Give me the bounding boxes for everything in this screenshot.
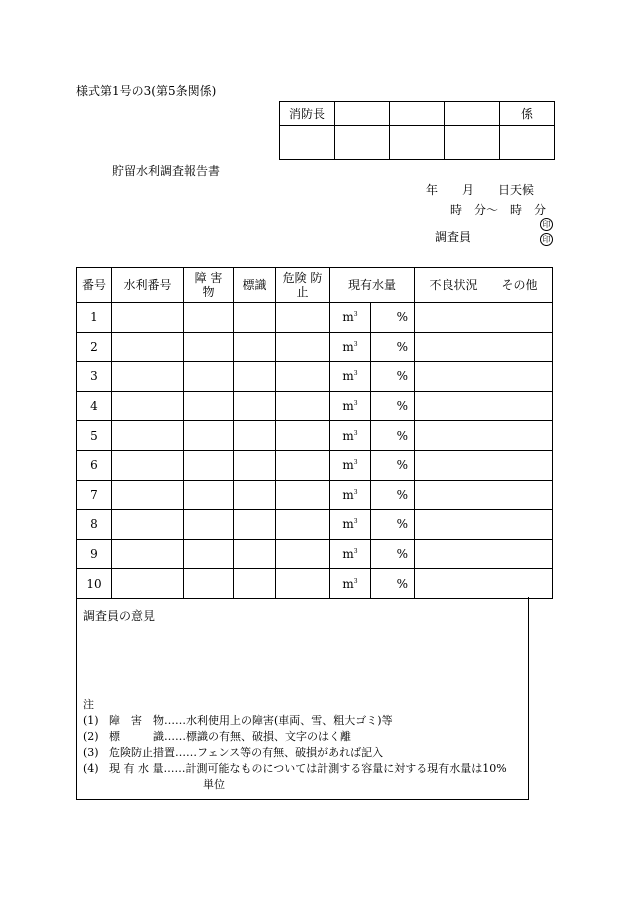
inspection-table — [76, 267, 553, 599]
table-row — [77, 539, 553, 569]
note-number: (2) — [83, 730, 99, 743]
hazard-prevention-cell[interactable] — [276, 391, 330, 421]
hazard-prevention-cell[interactable] — [276, 510, 330, 540]
obstacle-cell[interactable] — [184, 303, 234, 333]
obstacle-cell[interactable] — [184, 510, 234, 540]
defects-cell[interactable] — [415, 421, 553, 451]
volume-m3-cell[interactable] — [330, 539, 371, 569]
seal-icon: 印 — [540, 233, 553, 246]
unit-percent: % — [396, 458, 408, 473]
obstacle-cell[interactable] — [184, 539, 234, 569]
unit-percent: % — [396, 576, 408, 591]
table-row — [77, 362, 553, 392]
table-row — [77, 303, 553, 333]
hazard-prevention-cell[interactable] — [276, 539, 330, 569]
note-item — [83, 729, 507, 745]
unit-m3: m — [342, 428, 354, 443]
unit-m3: m — [342, 576, 354, 591]
obstacle-cell[interactable] — [184, 480, 234, 510]
hazard-prevention-cell[interactable] — [276, 421, 330, 451]
obstacle-cell[interactable] — [184, 332, 234, 362]
unit-m3: m — [342, 458, 354, 473]
table-row — [77, 421, 553, 451]
row-number: 5 — [77, 421, 112, 451]
unit-sup: 3 — [353, 518, 358, 526]
inspector-label: 調査員 — [435, 230, 472, 244]
defects-cell[interactable] — [415, 569, 553, 599]
obstacle-cell[interactable] — [184, 421, 234, 451]
obstacle-cell[interactable] — [184, 450, 234, 480]
unit-m3: m — [342, 310, 354, 325]
unit-percent: % — [396, 310, 408, 325]
note-text: 標 識……標識の有無、破損、文字のはく離 — [109, 730, 351, 743]
row-number: 10 — [77, 569, 112, 599]
seal-icon: 印 — [540, 218, 553, 231]
volume-percent-cell[interactable] — [371, 480, 415, 510]
stamp-cell[interactable] — [500, 126, 555, 160]
row-number: 6 — [77, 450, 112, 480]
volume-percent-cell[interactable] — [371, 303, 415, 333]
stamp-cell[interactable] — [445, 126, 500, 160]
defects-cell[interactable] — [415, 450, 553, 480]
sign-cell[interactable] — [234, 510, 276, 540]
notes-heading: 注 — [83, 698, 94, 711]
stamp-header-section: 係 — [500, 102, 555, 126]
table-row — [77, 510, 553, 540]
stamp-header-fire-chief: 消防長 — [280, 102, 335, 126]
defects-cell[interactable] — [415, 303, 553, 333]
unit-m3: m — [342, 369, 354, 384]
stamp-cell[interactable] — [280, 126, 335, 160]
water-source-number-cell[interactable] — [112, 450, 184, 480]
sign-cell[interactable] — [234, 569, 276, 599]
unit-percent: % — [396, 399, 408, 414]
volume-m3-cell[interactable] — [330, 421, 371, 451]
unit-sup: 3 — [353, 577, 358, 585]
time-range-line: 時 分〜 時 分 — [450, 203, 547, 217]
note-number: (1) — [83, 714, 99, 727]
stamp-header-blank-1 — [335, 102, 390, 126]
header-water-source-number: 水利番号 — [112, 268, 184, 303]
volume-percent-cell[interactable] — [371, 421, 415, 451]
water-source-number-cell[interactable] — [112, 421, 184, 451]
approval-stamp-table — [279, 101, 555, 160]
unit-sup: 3 — [353, 400, 358, 408]
defects-cell[interactable] — [415, 539, 553, 569]
unit-percent: % — [396, 369, 408, 384]
volume-percent-cell[interactable] — [371, 391, 415, 421]
defects-cell[interactable] — [415, 362, 553, 392]
note-item — [83, 713, 507, 729]
volume-m3-cell[interactable] — [330, 480, 371, 510]
stamp-header-blank-3 — [445, 102, 500, 126]
sign-cell[interactable] — [234, 332, 276, 362]
defects-cell[interactable] — [415, 480, 553, 510]
unit-percent: % — [396, 547, 408, 562]
volume-percent-cell[interactable] — [371, 450, 415, 480]
unit-percent: % — [396, 428, 408, 443]
unit-percent: % — [396, 487, 408, 502]
unit-sup: 3 — [353, 488, 358, 496]
sign-cell[interactable] — [234, 480, 276, 510]
header-hazard-prevention: 危険 防止 — [276, 268, 330, 303]
unit-sup: 3 — [353, 370, 358, 378]
table-row — [77, 569, 553, 599]
unit-sup: 3 — [353, 429, 358, 437]
unit-percent: % — [396, 517, 408, 532]
sign-cell[interactable] — [234, 539, 276, 569]
unit-m3: m — [342, 399, 354, 414]
obstacle-cell[interactable] — [184, 391, 234, 421]
hazard-prevention-cell[interactable] — [276, 480, 330, 510]
note-number: (4) — [83, 762, 99, 775]
sign-cell[interactable] — [234, 303, 276, 333]
volume-percent-cell[interactable] — [371, 362, 415, 392]
header-number: 番号 — [77, 268, 112, 303]
unit-percent: % — [396, 339, 408, 354]
hazard-prevention-cell[interactable] — [276, 450, 330, 480]
table-row — [77, 391, 553, 421]
sign-cell[interactable] — [234, 450, 276, 480]
water-source-number-cell[interactable] — [112, 539, 184, 569]
row-number: 2 — [77, 332, 112, 362]
sign-cell[interactable] — [234, 362, 276, 392]
water-source-number-cell[interactable] — [112, 303, 184, 333]
water-source-number-cell[interactable] — [112, 391, 184, 421]
defects-cell[interactable] — [415, 391, 553, 421]
table-row — [77, 332, 553, 362]
stamp-header-blank-2 — [390, 102, 445, 126]
row-number: 4 — [77, 391, 112, 421]
stamp-cell[interactable] — [390, 126, 445, 160]
water-source-number-cell[interactable] — [112, 332, 184, 362]
volume-m3-cell[interactable] — [330, 510, 371, 540]
comments-title: 調査員の意見 — [83, 609, 156, 623]
unit-m3: m — [342, 547, 354, 562]
water-source-number-cell[interactable] — [112, 510, 184, 540]
inspector-comments-box[interactable] — [76, 597, 529, 800]
header-current-volume: 現有水量 — [330, 268, 415, 303]
hazard-prevention-cell[interactable] — [276, 332, 330, 362]
water-source-number-cell[interactable] — [112, 362, 184, 392]
volume-percent-cell[interactable] — [371, 569, 415, 599]
unit-m3: m — [342, 487, 354, 502]
form-number: 様式第1号の3(第5条関係) — [76, 84, 217, 98]
unit-sup: 3 — [353, 311, 358, 319]
unit-m3: m — [342, 517, 354, 532]
date-weather-line: 年 月 日天候 — [426, 183, 535, 197]
row-number: 1 — [77, 303, 112, 333]
note-text: 障 害 物……水利使用上の障害(車両、雪、粗大ゴミ)等 — [109, 714, 393, 727]
water-source-number-cell[interactable] — [112, 569, 184, 599]
unit-sup: 3 — [353, 548, 358, 556]
note-text: 現 有 水 量……計測可能なものについては計測する容量に対する現有水量は10% — [109, 762, 507, 775]
unit-sup: 3 — [353, 459, 358, 467]
stamp-cell[interactable] — [335, 126, 390, 160]
volume-percent-cell[interactable] — [371, 510, 415, 540]
volume-m3-cell[interactable] — [330, 569, 371, 599]
header-defects-other: 不良状況 その他 — [415, 268, 553, 303]
report-title: 貯留水利調査報告書 — [112, 164, 221, 178]
note-number: (3) — [83, 746, 99, 759]
volume-percent-cell[interactable] — [371, 539, 415, 569]
hazard-prevention-cell[interactable] — [276, 362, 330, 392]
note-item — [83, 761, 507, 777]
note-item — [83, 745, 507, 761]
obstacle-cell[interactable] — [184, 569, 234, 599]
sign-cell[interactable] — [234, 391, 276, 421]
row-number: 9 — [77, 539, 112, 569]
volume-m3-cell[interactable] — [330, 332, 371, 362]
defects-cell[interactable] — [415, 510, 553, 540]
hazard-prevention-cell[interactable] — [276, 569, 330, 599]
row-number: 7 — [77, 480, 112, 510]
row-number: 3 — [77, 362, 112, 392]
volume-percent-cell[interactable] — [371, 332, 415, 362]
row-number: 8 — [77, 510, 112, 540]
table-row — [77, 480, 553, 510]
unit-sup: 3 — [353, 340, 358, 348]
header-sign: 標識 — [234, 268, 276, 303]
note-text: 危険防止措置……フェンス等の有無、破損があれば記入 — [109, 746, 384, 759]
defects-cell[interactable] — [415, 332, 553, 362]
volume-m3-cell[interactable] — [330, 303, 371, 333]
table-row — [77, 450, 553, 480]
unit-m3: m — [342, 339, 354, 354]
water-source-number-cell[interactable] — [112, 480, 184, 510]
volume-m3-cell[interactable] — [330, 450, 371, 480]
sign-cell[interactable] — [234, 421, 276, 451]
header-obstacle: 障 害 物 — [184, 268, 234, 303]
volume-m3-cell[interactable] — [330, 391, 371, 421]
hazard-prevention-cell[interactable] — [276, 303, 330, 333]
note-continuation: 単位 — [203, 778, 225, 791]
obstacle-cell[interactable] — [184, 362, 234, 392]
notes-section — [83, 697, 507, 793]
volume-m3-cell[interactable] — [330, 362, 371, 392]
